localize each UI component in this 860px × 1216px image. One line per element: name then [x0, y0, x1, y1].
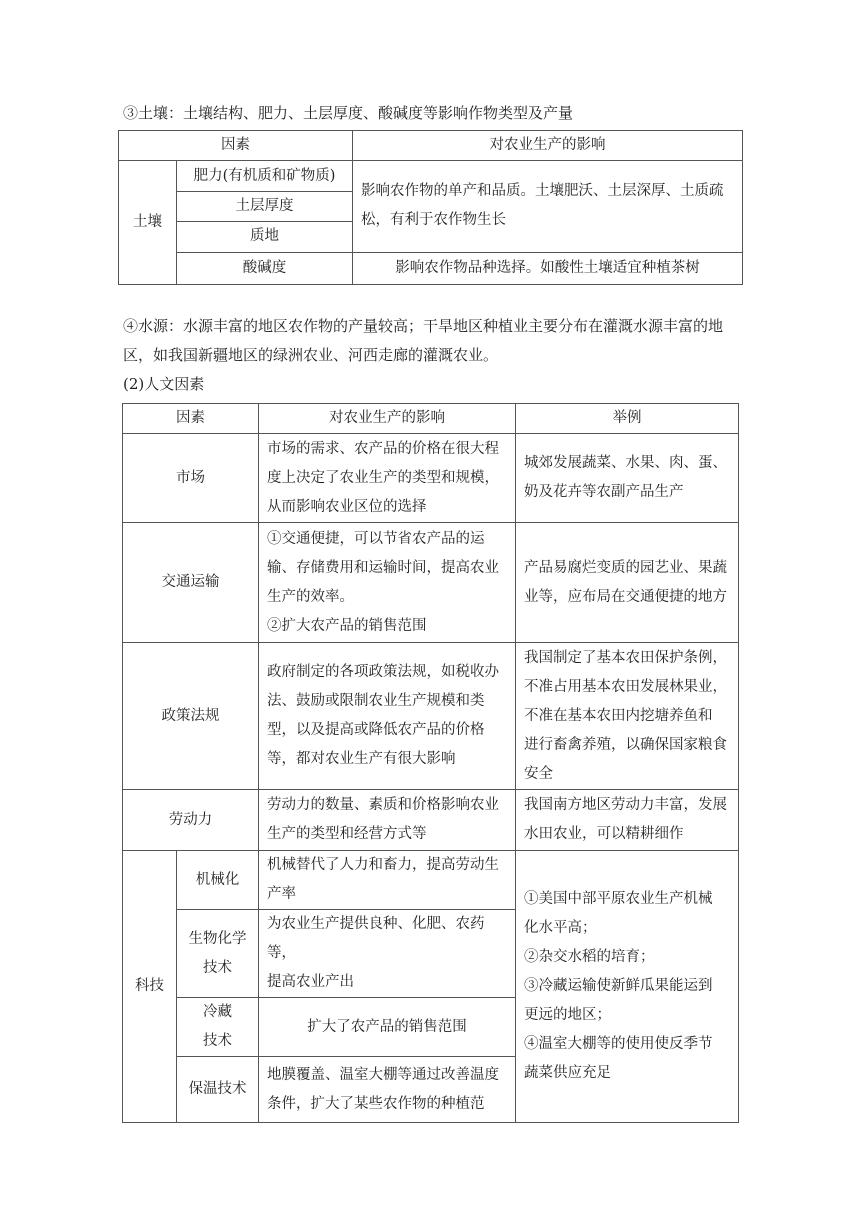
market-label: 市场 [123, 434, 259, 523]
human-factors-table [122, 403, 739, 1123]
human-col-example: 举例 [516, 404, 739, 434]
soil-row-acidity: 酸碱度 [177, 252, 353, 284]
tech-warm-effect: 地膜覆盖、温室大棚等通过改善温度 条件，扩大了某些农作物的种植范 [259, 1057, 516, 1123]
tech-mech-label: 机械化 [177, 851, 259, 910]
market-effect: 市场的需求、农产品的价格在很大程 度上决定了农业生产的类型和规模， 从而影响农业区位的选择 [259, 434, 516, 523]
transport-example: 产品易腐烂变质的园艺业、果蔬 业等，应布局在交通便捷的地方 [516, 523, 739, 643]
labor-label: 劳动力 [123, 790, 259, 851]
transport-label: 交通运输 [123, 523, 259, 643]
transport-effect: ①交通便捷，可以节省农产品的运 输、存储费用和运输时间，提高农业 生产的效率。 ②扩大农产品的销售范围 [259, 523, 516, 643]
labor-example: 我国南方地区劳动力丰富，发展 水田农业，可以精耕细作 [516, 790, 739, 851]
tech-biochem-label: 生物化学 技术 [177, 910, 259, 998]
water-line-2: 区，如我国新疆地区的绿洲农业、河西走廊的灌溉农业。 [123, 346, 499, 364]
soil-effect-variety: 影响农作物品种选择。如酸性土壤适宜种植茶树 [353, 252, 743, 284]
tech-label: 科技 [123, 851, 177, 1123]
human-heading: (2)人文因素 [123, 375, 205, 393]
labor-effect: 劳动力的数量、素质和价格影响农业 生产的类型和经营方式等 [259, 790, 516, 851]
tech-cold-effect: 扩大了农产品的销售范围 [259, 998, 516, 1057]
tech-warm-label: 保温技术 [177, 1057, 259, 1123]
human-col-factor: 因素 [123, 404, 259, 434]
water-line-1: ④水源：水源丰富的地区农作物的产量较高；干旱地区种植业主要分布在灌溉水源丰富的地 [123, 317, 724, 335]
policy-label: 政策法规 [123, 643, 259, 790]
soil-col-factor: 因素 [119, 131, 353, 161]
soil-col-effect: 对农业生产的影响 [353, 131, 743, 161]
tech-example: ①美国中部平原农业生产机械 化水平高； ②杂交水稻的培育； ③冷藏运输使新鲜瓜果能运到 更远的地区； ④温室大棚等的使用使反季节 蔬菜供应充足 [516, 851, 739, 1123]
soil-row-depth: 土层厚度 [177, 191, 353, 221]
soil-row-fertility: 肥力(有机质和矿物质) [177, 161, 353, 191]
soil-table [118, 130, 743, 285]
tech-mech-effect: 机械替代了人力和畜力，提高劳动生 产率 [259, 851, 516, 910]
market-example: 城郊发展蔬菜、水果、肉、蛋、 奶及花卉等农副产品生产 [516, 434, 739, 523]
human-col-effect: 对农业生产的影响 [259, 404, 516, 434]
soil-heading: ③土壤：土壤结构、肥力、土层厚度、酸碱度等影响作物类型及产量 [123, 104, 574, 122]
tech-biochem-effect: 为农业生产提供良种、化肥、农药等， 提高农业产出 [259, 910, 516, 998]
tech-cold-label: 冷藏 技术 [177, 998, 259, 1057]
soil-row-texture: 质地 [177, 222, 353, 252]
policy-effect: 政府制定的各项政策法规，如税收办 法、鼓励或限制农业生产规模和类 型，以及提高或降低农产品的价格 等，都对农业生产有很大影响 [259, 643, 516, 790]
policy-example: 我国制定了基本农田保护条例， 不准占用基本农田发展林果业， 不准在基本农田内挖塘养鱼和 进行畜禽养殖，以确保国家粮食 安全 [516, 643, 739, 790]
soil-group-label: 土壤 [119, 161, 177, 285]
soil-effect-yield: 影响农作物的单产和品质。土壤肥沃、土层深厚、土质疏 松，有利于农作物生长 [353, 161, 743, 252]
